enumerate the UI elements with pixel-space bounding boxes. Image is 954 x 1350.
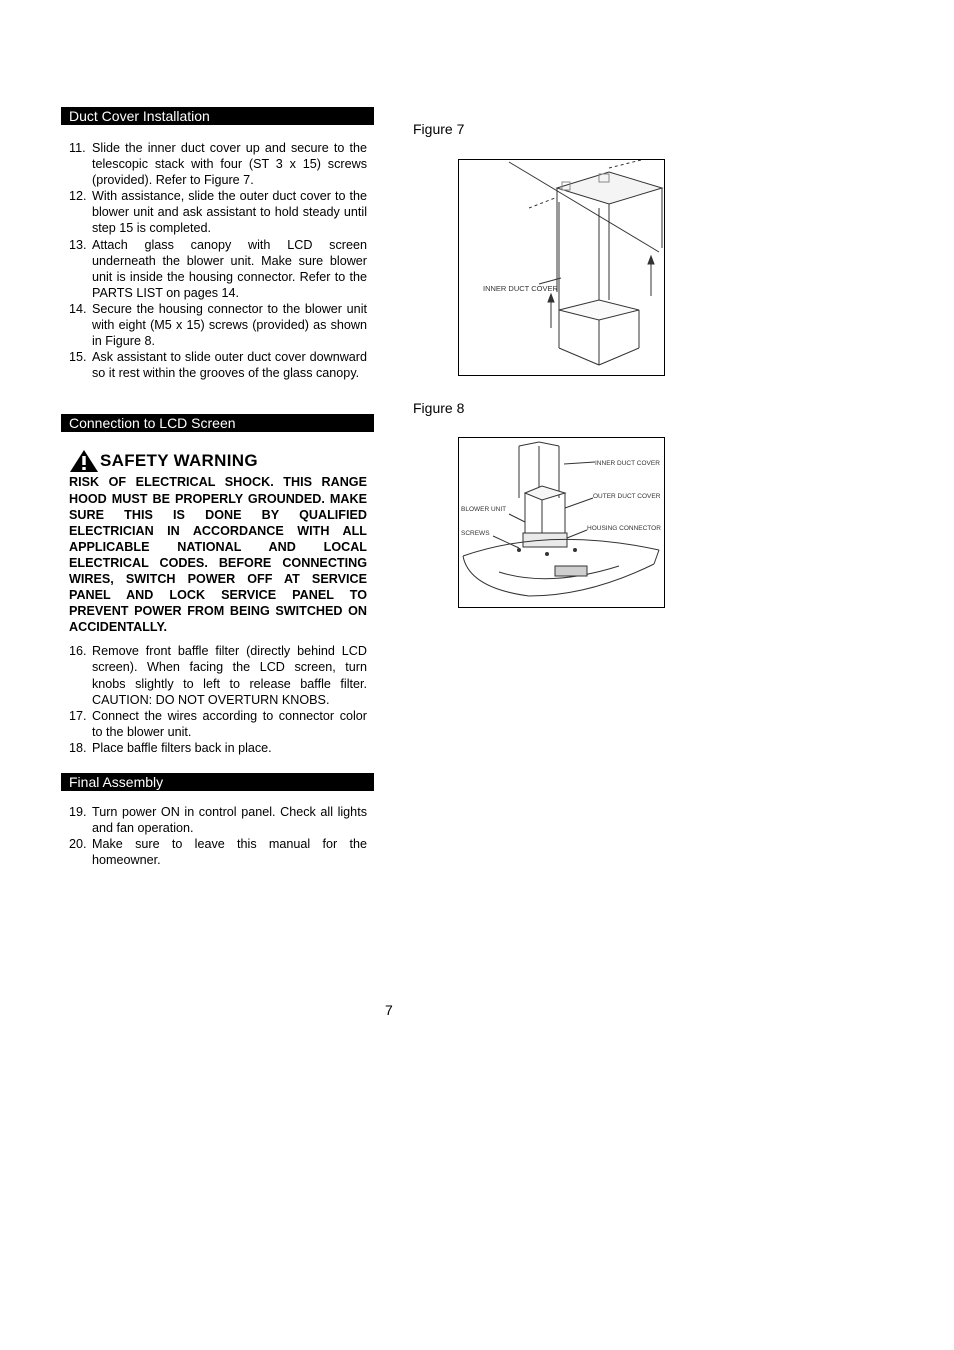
warning-title: SAFETY WARNING [100,451,258,471]
callout-housing-connector: HOUSING CONNECTOR [587,525,661,532]
section-header-final-assembly: Final Assembly [61,773,374,791]
figure-8-illustration [458,437,665,608]
list-item: 13. Attach glass canopy with LCD screen underneath the blower unit. Make sure blower unit is inside the housing connector. Refer to the PARTS LIST on pages 14. [69,237,367,300]
list-item: 14. Secure the housing connector to the blower unit with eight (M5 x 15) screws (provided) as shown in Figure 8. [69,301,367,349]
list-item: 11. Slide the inner duct cover up and secure to the telescopic stack with four (ST 3 x 15) screws (provided). Refer to Figure 7. [69,141,367,188]
list-item: 12. With assistance, slide the outer duct cover to the blower unit and ask assistant to hold steady until step 15 is completed. [69,189,367,236]
duct-cover-drawing [459,160,664,375]
duct-steps-list [61,140,367,381]
list-item: 15. Ask assistant to slide outer duct cover downward so it rest within the grooves of the glass canopy. [69,350,367,381]
callout-blower-unit: BLOWER UNIT [461,506,507,513]
lcd-steps-list [61,643,367,756]
figure-7-illustration [458,159,665,376]
section-header-duct-cover: Duct Cover Installation [61,107,374,125]
warning-triangle-icon [69,449,99,473]
list-item: 17. Connect the wires according to connector color to the blower unit. [69,708,367,739]
list-item: 20. Make sure to leave this manual for the homeowner. [69,837,367,868]
section-header-lcd: Connection to LCD Screen [61,414,374,432]
canopy-assembly-drawing [459,438,664,607]
figure-7-label: Figure 7 [413,121,465,137]
figure-8-label: Figure 8 [413,400,465,416]
page-number: 7 [385,1002,393,1018]
instructions-column [61,107,374,868]
callout-inner-duct-cover: INNER DUCT COVER [483,284,558,293]
callout-screws: SCREWS [461,530,490,537]
callout-outer-duct-cover: OUTER DUCT COVER [593,493,661,500]
list-item: 18. Place baffle filters back in place. [69,740,272,755]
list-item: 19. Turn power ON in control panel. Check all lights and fan operation. [69,805,367,836]
list-item: 16. Remove front baffle filter (directly behind LCD screen). When facing the LCD screen, turn knobs slightly to left to release baffle filter. CAUTION: DO NOT OVERTURN KNOBS. [69,644,367,707]
safety-warning-heading [69,448,374,474]
final-steps-list [61,804,367,868]
warning-text: RISK OF ELECTRICAL SHOCK. THIS RANGE HOOD MUST BE PROPERLY GROUNDED. MAKE SURE THIS IS DONE BY QUALIFIED ELECTRICIAN IN ACCORDANCE WITH ALL APPLICABLE NATIONAL AND LOCAL ELECTRICAL CODES. BEFORE CONNECTING WIRES, SWITCH POWER OFF AT SERVICE PANEL AND LOCK SERVICE PANEL TO PREVENT POWER FROM BEING SWITCHED ON ACCIDENTALLY. [69,475,367,635]
callout-inner-duct-cover: INNER DUCT COVER [595,460,660,467]
